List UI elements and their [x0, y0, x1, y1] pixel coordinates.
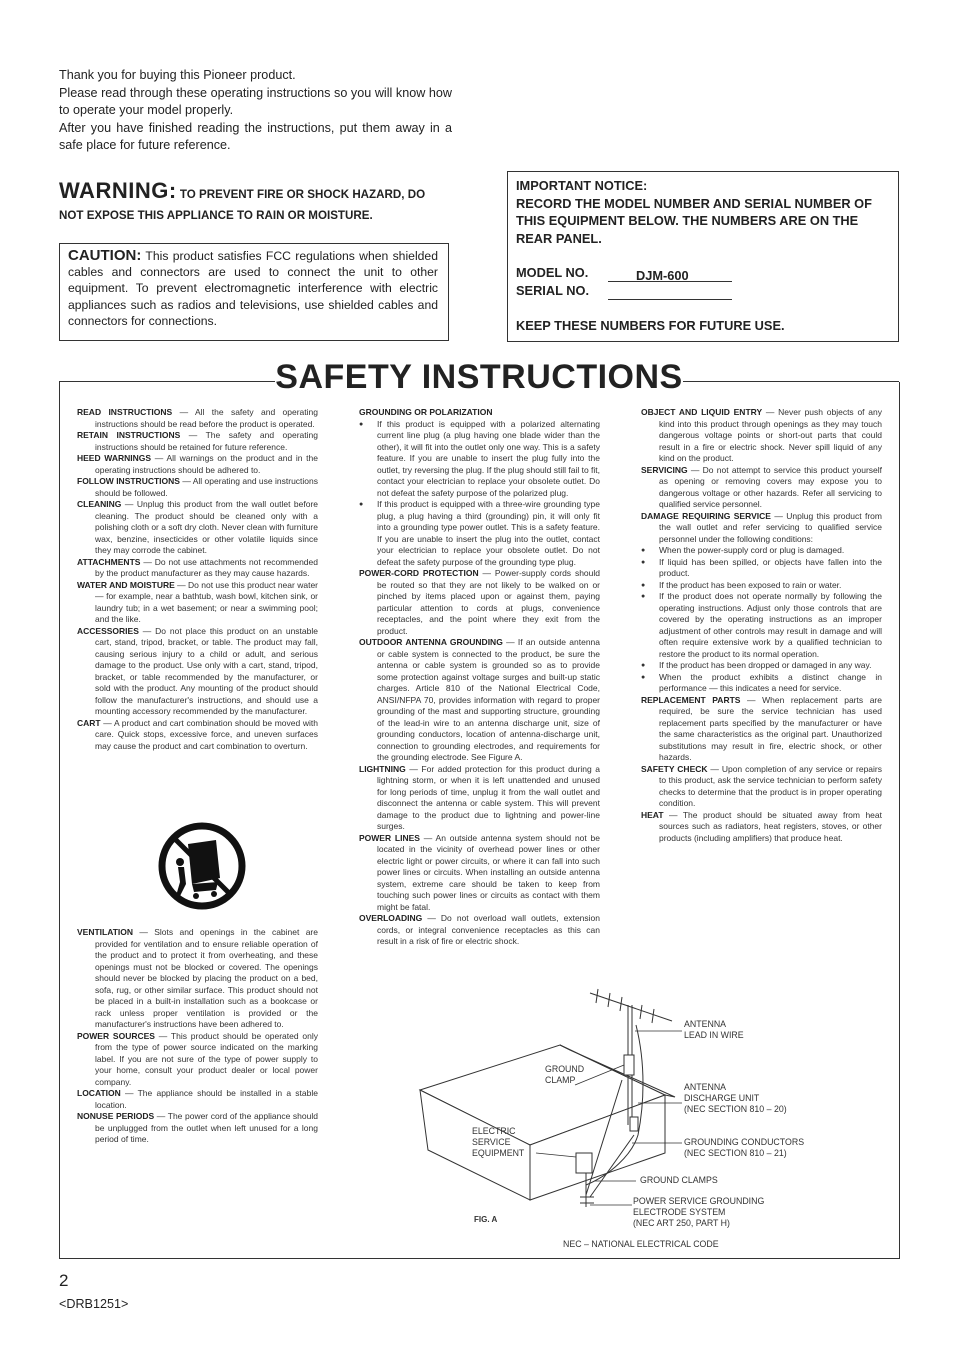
instruction-item: ATTACHMENTS — Do not use attachments not recommended by the product manufacturer as they may cause hazards.: [77, 556, 318, 578]
bullet-item: ● When the product exhibits a distinct change in performance — this indicates a need for service.: [641, 672, 882, 695]
important-notice-box: [507, 171, 899, 342]
instruction-item: WATER AND MOISTURE — Do not use this product near water — for example, near a bathtub, wash bowl, kitchen sink, or laundry tub; in a wet basement; or near a swimming pool; and the like.: [77, 579, 318, 624]
title-rule-right: [683, 381, 899, 382]
bullet-item: ● If the product has been exposed to rain or water.: [641, 580, 882, 592]
instruction-item: HEAT — The product should be situated away from heat sources such as radiators, heat registers, stoves, or other products (including amplifiers) that produce heat.: [641, 809, 882, 843]
instruction-item: OUTDOOR ANTENNA GROUNDING — If an outside antenna or cable system is connected to the product, be sure the antenna or cable system is grounded so as to provide some protection against voltage surges and built-up static charges. Article 810 of the National Electrical Code, ANSI/NFPA 70, provides information with regard to proper grounding of the mast and supporting structure, grounding of the lead-in wire to an antenna discharge unit, size of grounding conductors, location of antenna-discharge unit, connection to grounding electrodes, and requirements for the grounding electrode. See Figure A.: [359, 637, 600, 762]
figure-label: FIG. A: [474, 1215, 498, 1224]
section-heading: GROUNDING OR POLARIZATION: [359, 407, 493, 417]
instruction-item: HEED WARNINGS — All warnings on the product and in the operating instructions should be adhered to.: [77, 453, 318, 475]
instruction-item: READ INSTRUCTIONS — All the safety and operating instructions should be read before the product is operated.: [77, 407, 318, 429]
column-3: [641, 407, 882, 844]
label-discharge-unit: ANTENNA DISCHARGE UNIT (NEC SECTION 810 – 20): [684, 1082, 787, 1114]
intro-line-2: Please read through these operating instructions so you will know how to operate your model properly.: [59, 85, 452, 118]
notice-title: IMPORTANT NOTICE:: [516, 178, 648, 193]
serial-number-label: SERIAL NO.: [516, 282, 590, 298]
instruction-item: NONUSE PERIODS — The power cord of the appliance should be unplugged from the outlet when left unused for a long period of time.: [77, 1111, 318, 1144]
instruction-item: RETAIN INSTRUCTIONS — The safety and operating instructions should be retained for future reference.: [77, 430, 318, 452]
instruction-item: REPLACEMENT PARTS — When replacement parts are required, be sure the service technician has used replacement parts specified by the manufacturer or have the same characteristics as the original part. Unauthorized substitutions may result in fire, electric shock, or other hazards.: [641, 694, 882, 762]
instruction-item: OVERLOADING — Do not overload wall outlets, extension cords, or integral convenience receptacles as this can result in a risk of fire or electric shock.: [359, 913, 600, 946]
document-code: <DRB1251>: [59, 1297, 129, 1311]
instruction-item: ACCESSORIES — Do not place this product on an unstable cart, stand, tripod, bracket, or table. The product may fall, causing serious injury to a child or adult, and serious damage to the product. Use only with a cart, stand, tripod, bracket, or table recommended by the manufacturer, or sold with the product. Any mounting of the product should follow the manufacturer's instructions, and should use a mounting accessory recommended by the manufacturer.: [77, 625, 318, 716]
instruction-item: OBJECT AND LIQUID ENTRY — Never push objects of any kind into this product through openings as they may touch dangerous voltage points or short-out parts that could result in a fire or electric shock. Never spill liquid of any kind on the product.: [641, 407, 882, 463]
label-ground-clamp: GROUND CLAMP: [545, 1064, 585, 1085]
intro-text: [59, 67, 452, 155]
model-number-value: DJM-600: [608, 267, 732, 282]
label-ground-clamps: GROUND CLAMPS: [640, 1175, 718, 1185]
instruction-item: FOLLOW INSTRUCTIONS — All operating and use instructions should be followed.: [77, 476, 319, 498]
instruction-item: SERVICING — Do not attempt to service this product yourself as opening or removing covers may expose you to dangerous voltage or other hazards. Refer all servicing to qualified service personnel.: [641, 464, 882, 509]
model-number-label: MODEL NO.: [516, 265, 589, 281]
bullet-item: ● If this product is equipped with a polarized alternating current line plug (a plug having one blade wider than the other), it will fit into the outlet only one way. This is a safety feature. If you are unable to insert the plug fully into the outlet, try reversing the plug. If the plug should still fail to fit, contact your electrician to replace your obsolete outlet. Do not defeat the safety purpose of the polarized plug.: [359, 419, 600, 500]
caution-title: CAUTION:: [68, 247, 142, 264]
bullet-item: ● If the product has been dropped or damaged in any way.: [641, 660, 882, 672]
title-rule-left: [59, 381, 275, 382]
instruction-item: DAMAGE REQUIRING SERVICE — Unplug this product from the wall outlet and refer servicing to qualified service personnel under the following conditions:: [641, 510, 882, 544]
instruction-item: POWER LINES — An outside antenna system should not be located in the vicinity of overhead power lines or other electric light or power circuits, or where it can fall into such power lines or circuits. When installing an outside antenna system, extreme care should be taken to keep from touching such power lines or circuits as contact with them might be fatal.: [359, 832, 600, 912]
column-2: [359, 407, 600, 948]
warning-text: TO PREVENT FIRE OR SHOCK HAZARD, DO NOT EXPOSE THIS APPLIANCE TO RAIN OR MOISTURE.: [59, 188, 426, 222]
label-electric-service: ELECTRIC SERVICE EQUIPMENT: [472, 1126, 525, 1158]
serial-number-row: [516, 282, 890, 300]
label-grounding-conductors: GROUNDING CONDUCTORS (NEC SECTION 810 – 21): [684, 1137, 805, 1158]
instruction-item: CLEANING — Unplug this product from the wall outlet before cleaning. The product should be cleaned only with a polishing cloth or a soft dry cloth. Never clean with furniture wax, benzine, insecticides or other volatile liquids since they may corrode the cabinet.: [77, 499, 318, 555]
bullet-item: ● When the power-supply cord or plug is damaged.: [641, 545, 882, 557]
instruction-item: VENTILATION — Slots and openings in the cabinet are provided for ventilation and to ensure reliable operation of the product and to protect it from overheating, and these openings must not be blocked or covered. The openings should never be blocked by placing the product on a bed, sofa, rug, or other similar surface. This product should not be placed in a built-in installation such as a bookcase or rack unless proper ventilation is provided or the manufacturer's instructions have been adhered to.: [77, 927, 318, 1029]
page-number: 2: [59, 1271, 69, 1290]
label-antenna-lead: ANTENNA LEAD IN WIRE: [684, 1019, 744, 1040]
caution-box: [59, 243, 449, 341]
bullet-item: ● If this product is equipped with a three-wire grounding type plug, a plug having a third (grounding) pin, it will only fit into a grounding type power outlet. This is a safety feature. If you are unable to insert the plug into the outlet, contact your electrician to replace your obsolete outlet. Do not defeat the safety purpose of the grounding type plug.: [359, 499, 600, 568]
intro-line-3: After you have finished reading the instructions, put them away in a safe place for future reference.: [59, 120, 452, 153]
notice-keep-text: KEEP THESE NUMBERS FOR FUTURE USE.: [516, 317, 785, 333]
bullet-item: ● If the product does not operate normally by following the operating instructions. Adjust only those controls that are covered by the operating instructions as an improper adjustment of other controls may result in damage and will often require extensive work by a qualified technician to restore the product to its normal operation.: [641, 591, 882, 660]
caution-text: This product satisfies FCC regulations when shielded cables and connectors are used to connect the unit to other equipment. To prevent electromagnetic interference with electric appliances such as radios and televisions, use shielded cables and connectors for connections.: [68, 249, 438, 328]
column-1-top: [77, 407, 318, 752]
warning-block: [59, 180, 452, 226]
column-1-bottom: [77, 927, 318, 1146]
instruction-item: CART — A product and cart combination should be moved with care. Quick stops, excessive force, and uneven surfaces may cause the product and cart combination to overturn.: [77, 717, 318, 751]
warning-title: WARNING:: [59, 178, 177, 203]
model-number-row: [516, 264, 890, 282]
safety-instructions-title: SAFETY INSTRUCTIONS: [275, 358, 683, 396]
instruction-item: SAFETY CHECK — Upon completion of any service or repairs to this product, ask the service technician to perform safety checks to determine that the product is in proper operating condition.: [641, 763, 882, 808]
bullet-item: ● If liquid has been spilled, or objects have fallen into the product.: [641, 557, 882, 580]
cart-tipover-warning-icon: [158, 822, 246, 910]
nec-note: NEC – NATIONAL ELECTRICAL CODE: [563, 1239, 719, 1249]
serial-number-line: [608, 285, 732, 300]
label-power-service: POWER SERVICE GROUNDING ELECTRODE SYSTEM (NEC ART 250, PART H): [633, 1196, 765, 1228]
instruction-item: LOCATION — The appliance should be installed in a stable location.: [77, 1088, 318, 1110]
instruction-item: POWER SOURCES — This product should be operated only from the type of power source indicated on the marking label. If you are not sure of the type of power supply to your home, consult your product dealer or local power company.: [77, 1030, 318, 1087]
instruction-item: LIGHTNING — For added protection for this product during a lightning storm, or when it is left unattended and unused for long periods of time, unplug it from the wall outlet and disconnect the antenna or cable system. This will prevent damage to the product due to lightning and power-line surges.: [359, 763, 600, 831]
antenna-grounding-diagram: [410, 985, 710, 1225]
notice-text: RECORD THE MODEL NUMBER AND SERIAL NUMBER OF THIS EQUIPMENT BELOW. THE NUMBERS ARE ON THE REAR PANEL.: [516, 195, 872, 246]
instruction-item: POWER-CORD PROTECTION — Power-supply cords should be routed so that they are not likely to be walked on or pinched by items placed upon or against them, paying particular attention to cords at plugs, convenience receptacles, and the point where they exit from the product.: [359, 568, 600, 636]
intro-line-1: Thank you for buying this Pioneer product.: [59, 68, 296, 82]
